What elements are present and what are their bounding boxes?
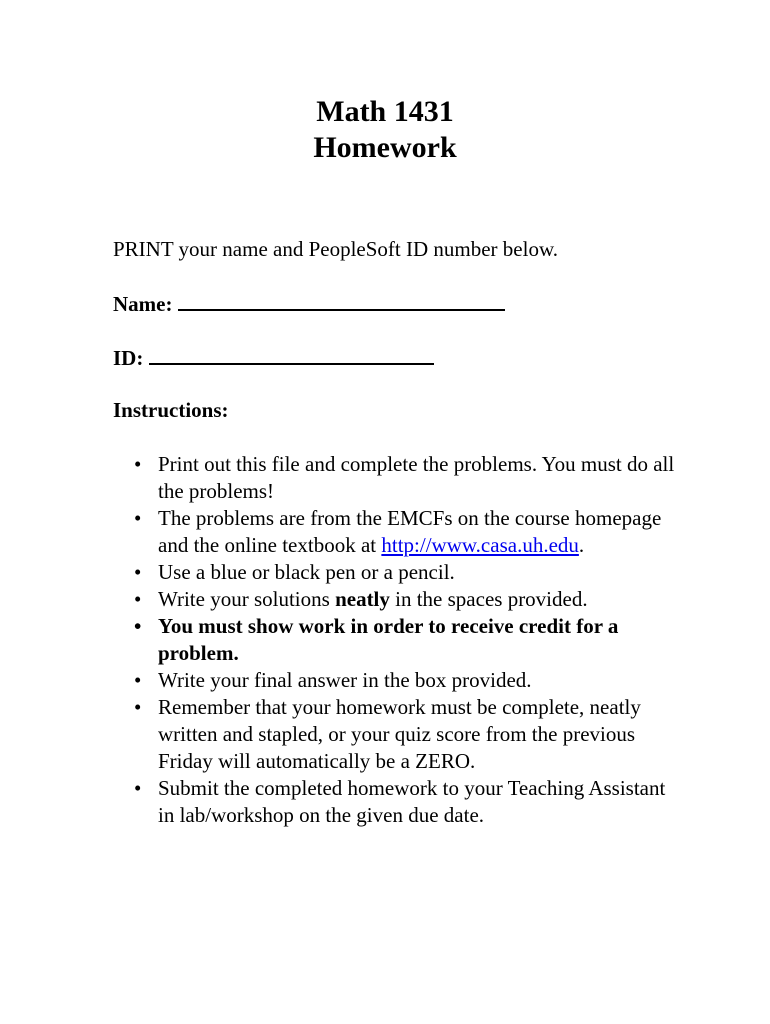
id-row: [113, 343, 434, 371]
casa-link[interactable]: http://www.casa.uh.edu: [381, 533, 579, 557]
intro-text: PRINT your name and PeopleSoft ID number below.: [113, 237, 559, 261]
bullet-icon: •: [134, 506, 142, 530]
list-item: [0, 775, 770, 829]
instruction-text: Use a blue or black pen or a pencil.: [158, 560, 455, 584]
instruction-text: Write your solutions: [158, 587, 336, 611]
instruction-text-suffix: in the spaces provided.: [389, 587, 588, 611]
bullet-icon: •: [134, 587, 142, 611]
instruction-text-bold: You must show work in order to receive credit for a problem.: [158, 614, 619, 665]
instruction-text-suffix: .: [578, 533, 585, 557]
bullet-icon: •: [134, 695, 142, 719]
id-label: ID:: [113, 346, 144, 370]
list-item: [0, 451, 770, 505]
instruction-text: Write your final answer in the box provided.: [158, 668, 532, 692]
name-row: [113, 289, 505, 317]
list-item: [0, 505, 770, 559]
list-item: [0, 613, 770, 667]
list-item: [0, 559, 770, 586]
bullet-icon: •: [134, 452, 142, 476]
bullet-icon: •: [134, 776, 142, 800]
list-item: [0, 586, 770, 613]
instruction-list: [0, 451, 770, 829]
instruction-text: The problems are from the EMCFs on the course homepage and the online textbook at: [158, 506, 662, 557]
id-blank-line[interactable]: [149, 343, 434, 365]
instruction-text: Remember that your homework must be complete, neatly written and stapled, or your quiz score from the previous Friday will automatically be a ZERO.: [158, 695, 641, 773]
list-item: [0, 667, 770, 694]
list-item: [0, 694, 770, 775]
bullet-icon: •: [134, 614, 142, 638]
instruction-text: Submit the completed homework to your Teaching Assistant in lab/workshop on the given due date.: [158, 776, 666, 827]
bullet-icon: •: [134, 560, 142, 584]
emphasis-neatly: neatly: [335, 587, 390, 611]
bullet-icon: •: [134, 668, 142, 692]
name-blank-line[interactable]: [178, 289, 505, 311]
page-title-homework: Homework: [313, 131, 457, 164]
page-title-course: Math 1431: [316, 95, 454, 128]
instruction-text: Print out this file and complete the problems. You must do all the problems!: [158, 452, 675, 503]
instructions-heading: Instructions:: [113, 398, 229, 422]
name-label: Name:: [113, 292, 173, 316]
